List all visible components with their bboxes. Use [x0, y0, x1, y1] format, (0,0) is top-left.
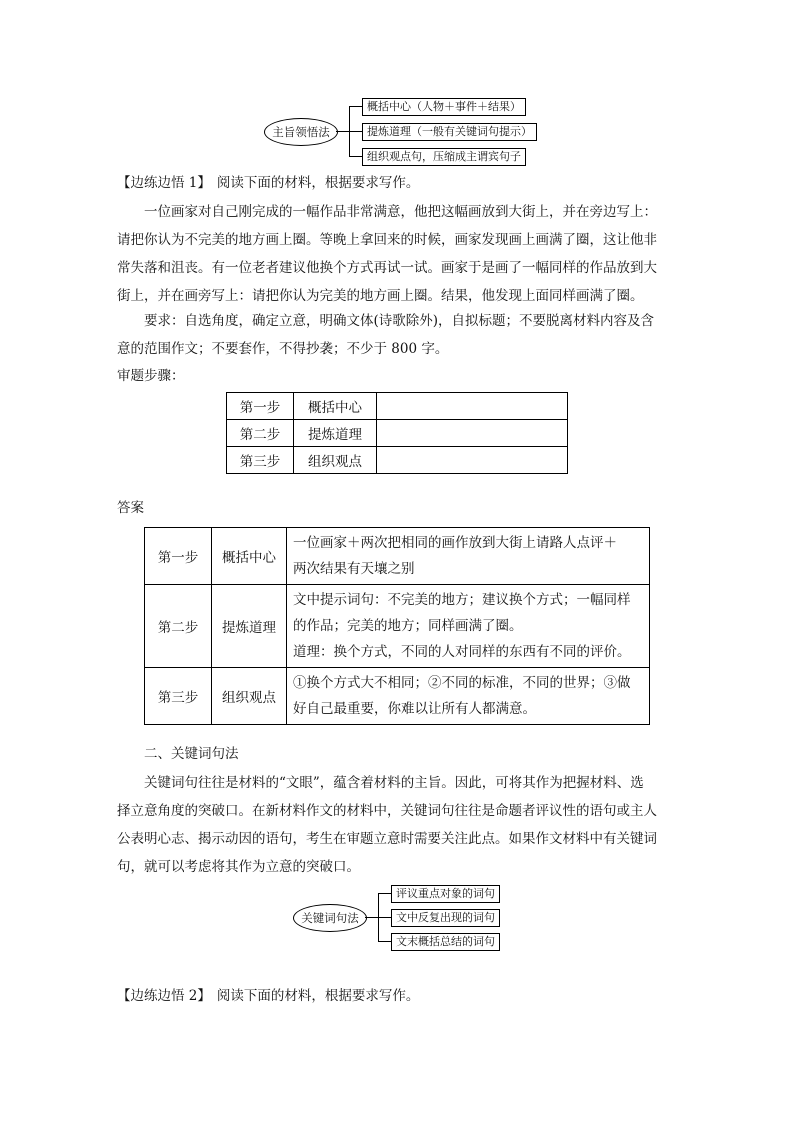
body-line: 句，就可以考虑将其作为立意的突破口。	[117, 859, 360, 875]
diagram2-connector	[365, 917, 378, 918]
answer-line: 一位画家＋两次把相同的画作放到大街上请路人点评＋	[293, 535, 617, 551]
section2-title: 二、关键词句法	[144, 746, 239, 762]
diagram2-branch-line	[378, 941, 391, 942]
requirement-line: 要求：自选角度，确定立意，明确文体(诗歌除外)，自拟标题；不要脱离材料内容及含	[144, 313, 655, 329]
step-cell: 第一步	[227, 393, 294, 420]
diagram2-center: 关键词句法	[293, 904, 367, 932]
task-cell: 概括中心	[294, 393, 377, 420]
body-line: 关键词句往往是材料的“文眼”，蕴含着材料的主旨。因此，可将其作为把握材料、选	[144, 775, 644, 791]
answer-cell	[287, 585, 650, 668]
requirement-line: 意的范围作文；不要套作，不得抄袭；不少于 800 字。	[117, 341, 449, 357]
material-line: 常失落和沮丧。有一位老者建议他换个方式再试一试。画家于是画了一幅同样的作品放到大	[117, 260, 657, 276]
answer-cell	[377, 393, 568, 420]
exercise1-heading: 【边练边悟 1】	[117, 175, 211, 191]
answer-cell	[377, 447, 568, 474]
diagram1-branch: 组织观点句，压缩成主谓宾句子	[362, 148, 526, 166]
exercise1-heading-line	[117, 169, 682, 197]
section2-body	[117, 769, 682, 881]
table-row	[145, 528, 650, 585]
section2-title-line	[117, 740, 682, 768]
material-line: 请把你认为不完美的地方画上圈。等晚上拿回来的时候，画家发现画上画满了圈，这让他非	[117, 232, 657, 248]
exercise2-heading: 【边练边悟 2】	[117, 988, 211, 1004]
diagram1-branch: 提炼道理（一般有关键词句提示）	[362, 123, 537, 141]
answer-cell	[377, 420, 568, 447]
step-cell: 第二步	[145, 585, 212, 668]
exercise1-instruction: 阅读下面的材料，根据要求写作。	[216, 175, 420, 191]
body-line: 择立意角度的突破口。在新材料作文的材料中，关键词句往往是命题者评议性的语句或主人	[117, 803, 657, 819]
step-cell: 第一步	[145, 528, 212, 585]
steps-label: 审题步骤：	[117, 368, 185, 384]
diagram1-branch-line	[349, 131, 362, 132]
answer-line: 文中提示词句：不完美的地方；建议换个方式；一幅同样	[293, 592, 631, 608]
task-cell: 提炼道理	[212, 585, 287, 668]
step-cell: 第二步	[227, 420, 294, 447]
step-cell: 第三步	[227, 447, 294, 474]
material-line: 街上，并在画旁写上：请把你认为完美的地方画上圈。结果，他发现上面同样画满了圈。	[117, 288, 644, 304]
diagram2-branch: 文中反复出现的词句	[391, 909, 500, 927]
answer-cell	[287, 528, 650, 585]
body-line: 公表明心志、揭示动因的语句，考生在审题立意时需要关注此点。如果作文材料中有关键词	[117, 831, 657, 847]
task-cell: 组织观点	[212, 668, 287, 725]
diagram2-branch: 文末概括总结的词句	[391, 933, 500, 951]
answer-line: ①换个方式大不相同；②不同的标准，不同的世界；③做	[293, 675, 631, 691]
table-row	[227, 393, 568, 420]
answer-line: 好自己最重要，你难以让所有人都满意。	[293, 701, 536, 717]
diagram1-center: 主旨领悟法	[264, 118, 338, 146]
answer-cell	[287, 668, 650, 725]
diagram1-branch: 概括中心（人物＋事件＋结果）	[362, 98, 526, 116]
exercise2-heading-line	[117, 982, 682, 1010]
table-row	[145, 585, 650, 668]
steps-table	[226, 392, 568, 474]
diagram1-branch-line	[349, 156, 362, 157]
exercise1-material	[117, 198, 682, 310]
diagram2-branch-line	[378, 917, 391, 918]
diagram2-branch-line	[378, 893, 391, 894]
exercise1-requirements	[117, 307, 682, 363]
material-line: 一位画家对自己刚完成的一幅作品非常满意，他把这幅画放到大街上，并在旁边写上：	[144, 204, 657, 220]
diagram2-branch: 评议重点对象的词句	[391, 885, 500, 903]
answer-line: 的作品；完美的地方；同样画满了圈。	[293, 618, 523, 634]
answer-line: 两次结果有天壤之别	[293, 561, 415, 577]
diagram1-branch-line	[349, 106, 362, 107]
table-row	[145, 668, 650, 725]
table-row	[227, 447, 568, 474]
task-cell: 概括中心	[212, 528, 287, 585]
exercise2-instruction: 阅读下面的材料，根据要求写作。	[216, 988, 420, 1004]
answer-label-line	[117, 494, 682, 522]
task-cell: 提炼道理	[294, 420, 377, 447]
task-cell: 组织观点	[294, 447, 377, 474]
answer-table	[144, 527, 650, 725]
diagram1-connector	[336, 131, 349, 132]
step-cell: 第三步	[145, 668, 212, 725]
steps-label-line	[117, 362, 682, 390]
answer-line: 道理：换个方式，不同的人对同样的东西有不同的评价。	[293, 644, 631, 660]
answer-label: 答案	[117, 500, 144, 516]
table-row	[227, 420, 568, 447]
